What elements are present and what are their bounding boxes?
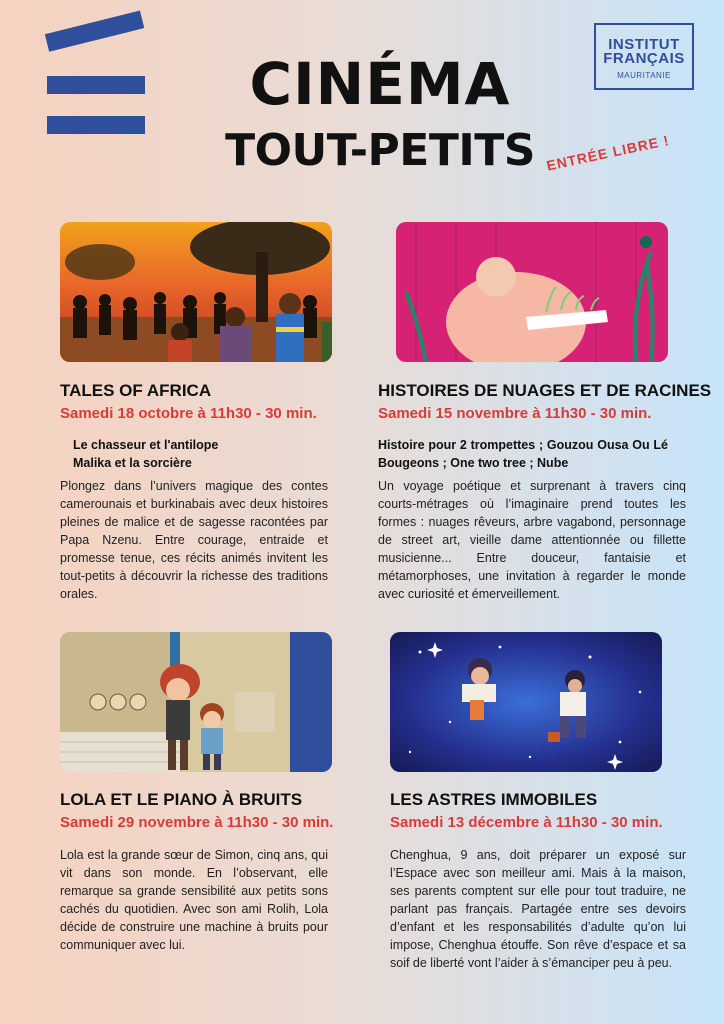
logo-line2: FRANÇAIS [603,50,685,67]
film-title: TALES OF AFRICA [60,381,212,400]
film-description: Lola est la grande sœur de Simon, cinq ans, qui vit dans son monde. En l’observant, elle remarque sa grande sensibilité aux petits sons cachés du quotidien. Avec son ami Rolih, Lola décide de construire une machine à bruits pour communiquer avec lui. [60,848,328,952]
logo-line3: MAURITANIE [617,71,671,80]
film-title: HISTOIRES DE NUAGES ET DE RACINES [378,381,712,400]
film-title: LES ASTRES IMMOBILES [390,790,598,809]
free-entry-label: ENTRÉE LIBRE ! [545,131,671,174]
page-title-line1: CINÉMA [249,50,511,118]
page-title-line2: TOUT-PETITS [225,125,535,176]
film-subtitle: Histoire pour 2 trompettes ; Gouzou Ousa Ou Lé Bougeons ; One two tree ; Nube [378,438,668,470]
film-date: Samedi 29 novembre à 11h30 - 30 min. [60,814,334,831]
film-subtitles [73,436,333,472]
film-description: Plongez dans l’univers magique des contes camerounais et burkinabais avec deux histoires pleines de malice et de sagesse racontées par Papa Nzenu. Entre courage, entraide et promesse tenue, ces récits animés invitent les tout-petits à découvrir la richesse des traditions orales. [60,479,328,601]
film-date: Samedi 15 novembre à 11h30 - 30 min. [378,405,652,422]
film-subtitle: Malika et la sorcière [73,456,192,470]
film-image-histoires-de-nuages [396,222,668,362]
film-image-lola [60,632,332,772]
film-image-tales-of-africa [60,222,332,362]
film-subtitle: Le chasseur et l'antilope [73,438,219,452]
film-description: Chenghua, 9 ans, doit préparer un exposé sur l’Espace avec son meilleur ami. Mais à la maison, ses parents comptent sur elle pour tout traduire, ne parlant pas français. Partagée entre ses devoirs d’enfant et les responsabilités d’adulte qu’on lui impose, Chenghua étouffe. Son rêve d’espace et sa soif de liberté vont l’aider à s’émanciper peu à peu. [390,848,686,970]
film-date: Samedi 18 octobre à 11h30 - 30 min. [60,405,317,422]
film-date: Samedi 13 décembre à 11h30 - 30 min. [390,814,663,831]
institut-francais-logo [594,23,694,90]
logo-line1: INSTITUT [608,36,680,53]
film-description: Un voyage poétique et surprenant à travers cinq courts-métrages où l’imaginaire prend toutes les formes : nuages rêveurs, arbre vagabond, personnage de street art, vieille dame attentionnée ou fillette musicienne... Entre douceur, fantaisie et métamorphoses, une invitation à regarder le monde avec curiosité et émerveillement. [378,479,686,601]
film-title: LOLA ET LE PIANO À BRUITS [60,790,303,809]
film-image-astres-immobiles [390,632,662,772]
